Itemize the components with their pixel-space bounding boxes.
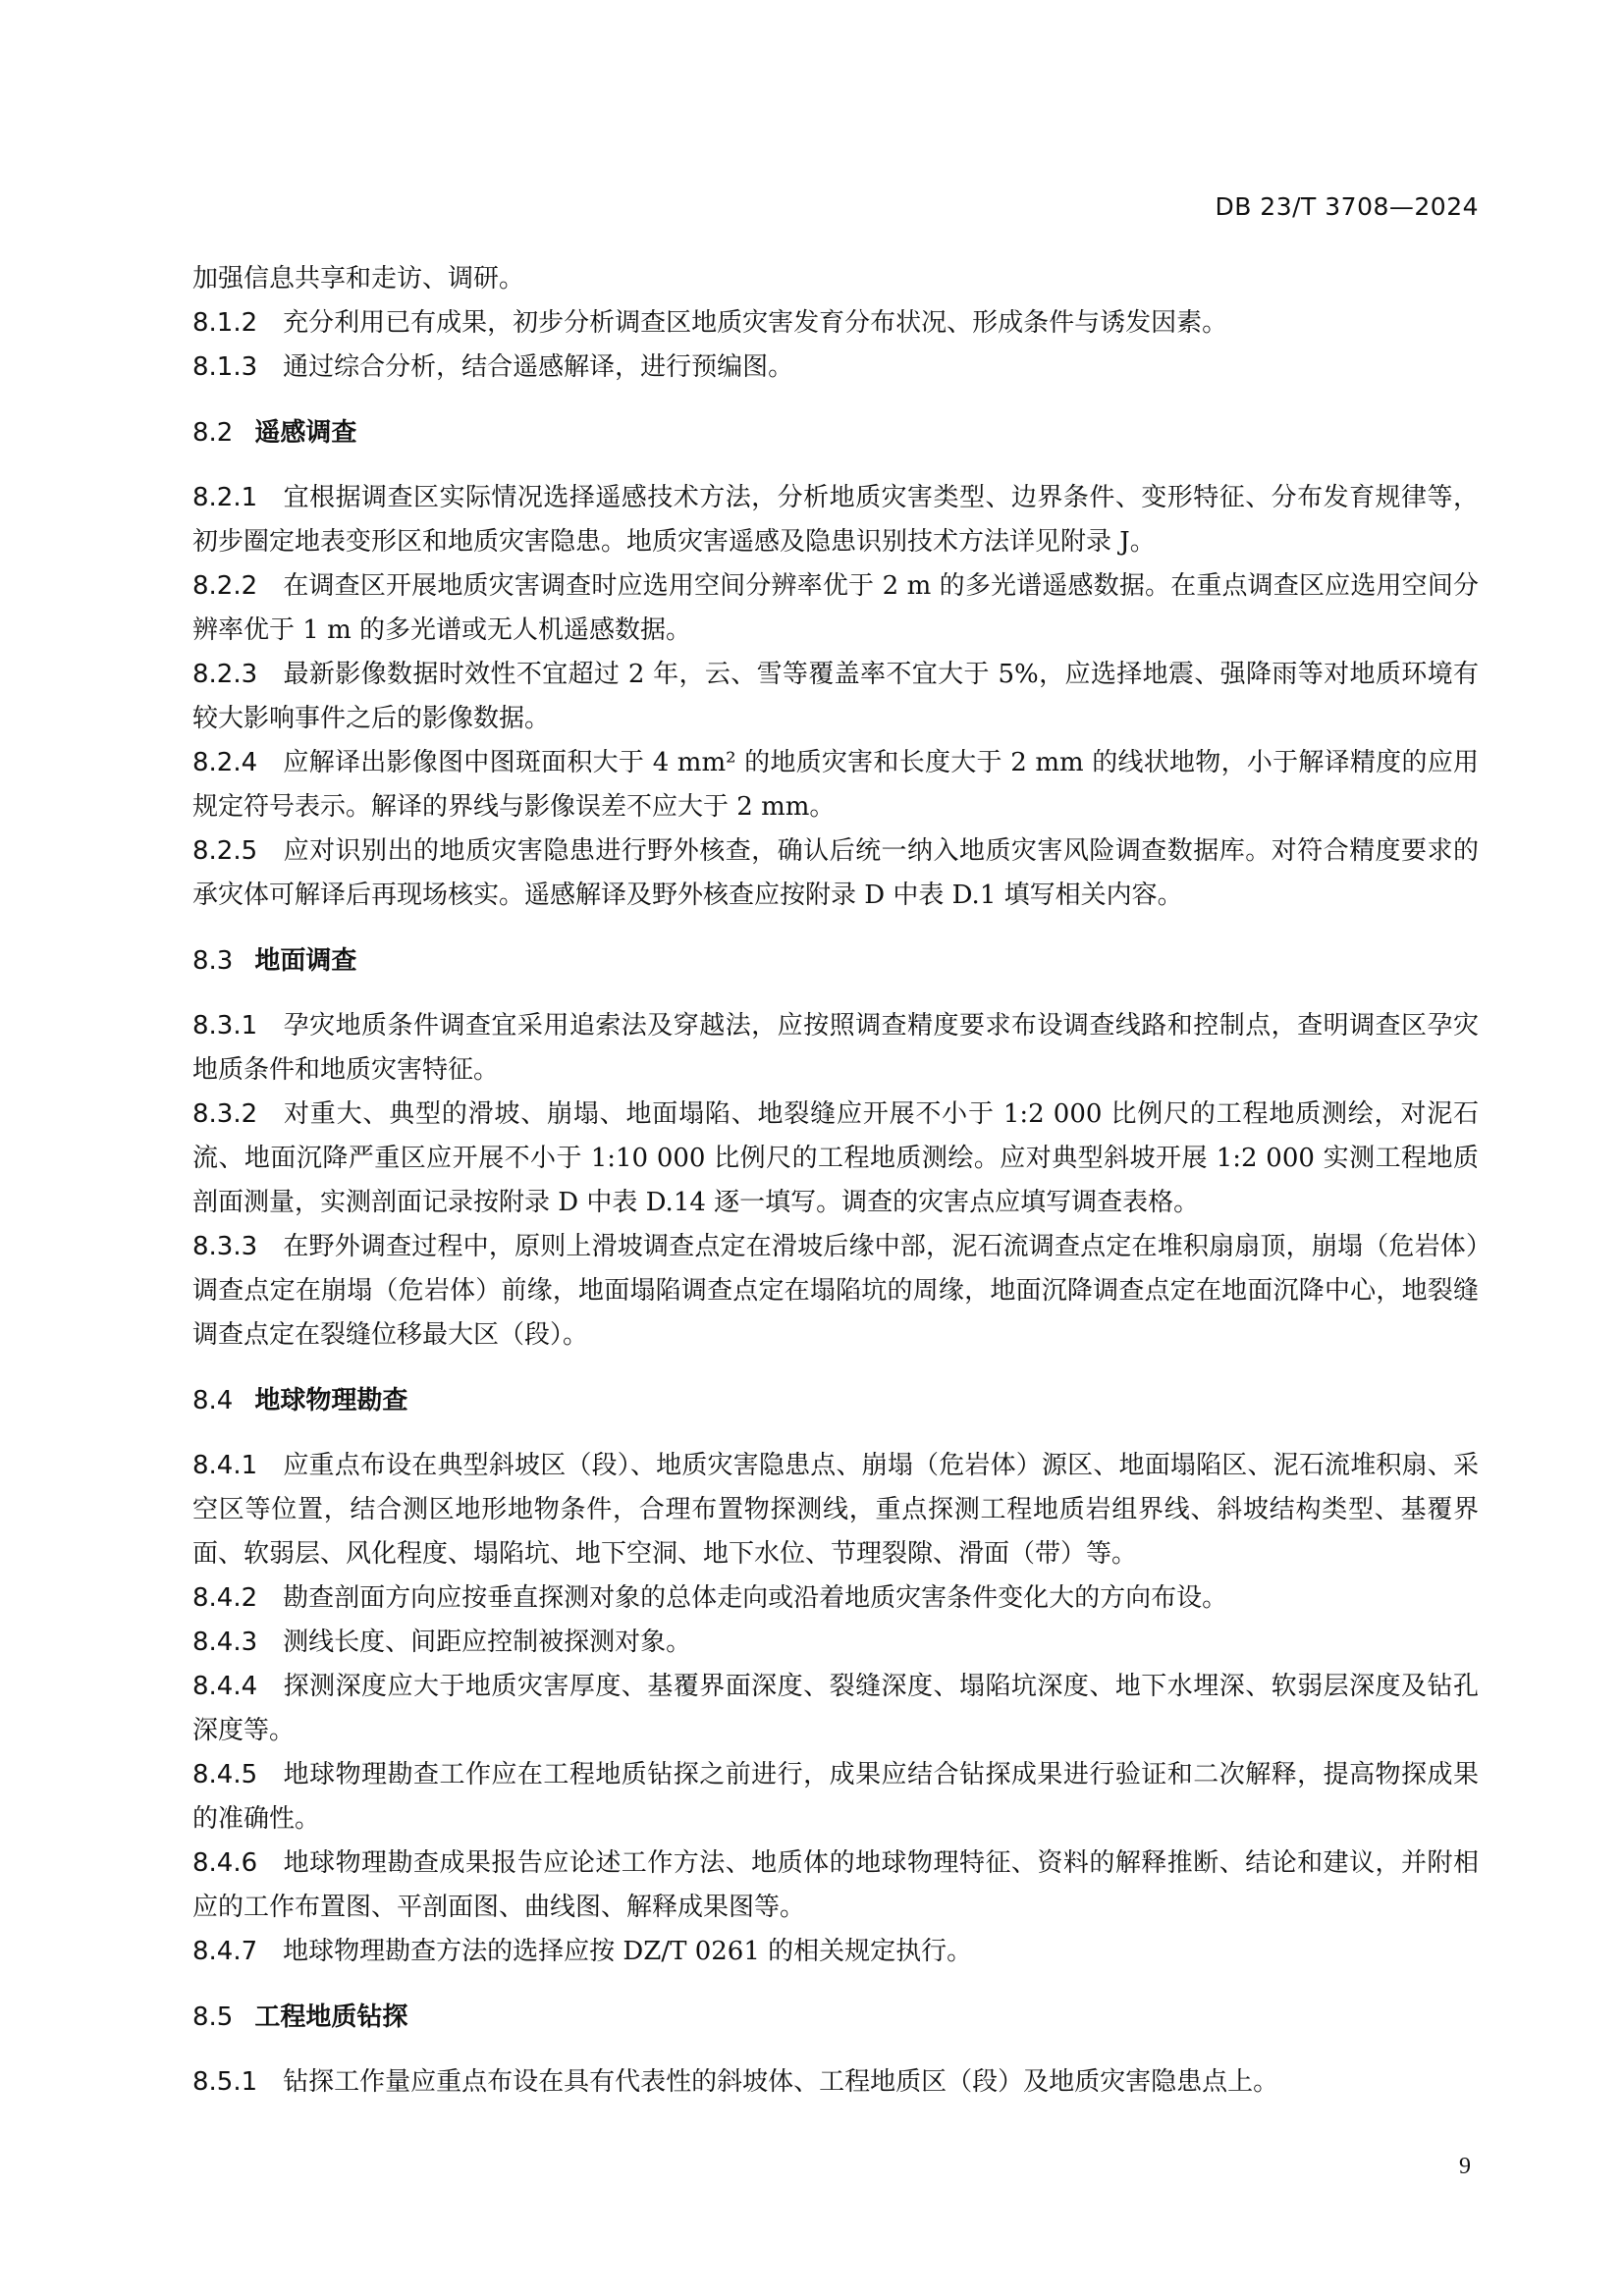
section-title: 遥感调查 (254, 418, 357, 448)
clause-paragraph (192, 741, 1479, 829)
clause-text: 孕灾地质条件调查宜采用追索法及穿越法，应按照调查精度要求布设调查线路和控制点，查明调查区孕灾地质条件和地质灾害特征。 (192, 1011, 1479, 1085)
clause-number: 8.3.1 (192, 1011, 258, 1041)
clause-number: 8.1.3 (192, 352, 258, 382)
section-title: 地球物理勘查 (254, 1386, 408, 1415)
section-heading (192, 918, 1479, 1004)
clause-text: 测线长度、间距应控制被探测对象。 (283, 1628, 692, 1657)
clause-number: 8.1.2 (192, 308, 258, 338)
section-number: 8.4 (192, 1386, 234, 1415)
section-heading (192, 1974, 1479, 2060)
clause-text: 地球物理勘查方法的选择应按 DZ/T 0261 的相关规定执行。 (283, 1937, 973, 1966)
clause-paragraph (192, 1004, 1479, 1093)
clause-paragraph (192, 1753, 1479, 1842)
clause-text: 充分利用已有成果，初步分析调查区地质灾害发育分布状况、形成条件与诱发因素。 (283, 308, 1228, 338)
clause-paragraph (192, 257, 1479, 301)
clause-number: 8.4.1 (192, 1451, 258, 1480)
clause-text: 应重点布设在典型斜坡区（段）、地质灾害隐患点、崩塌（危岩体）源区、地面塌陷区、泥石流堆积扇、采空区等位置，结合测区地形地物条件，合理布置物探测线，重点探测工程地质岩组界线、斜坡结构类型、基覆界面、软弱层、风化程度、塌陷坑、地下空洞、地下水位、节理裂隙、滑面（带）等。 (192, 1451, 1479, 1569)
clause-paragraph (192, 1444, 1479, 1576)
clause-text: 应解译出影像图中图斑面积大于 4 mm² 的地质灾害和长度大于 2 mm 的线状地物，小于解译精度的应用规定符号表示。解译的界线与影像误差不应大于 2 mm。 (192, 748, 1479, 822)
clause-text: 地球物理勘查工作应在工程地质钻探之前进行，成果应结合钻探成果进行验证和二次解释，提高物探成果的准确性。 (192, 1760, 1479, 1834)
clause-number: 8.4.6 (192, 1848, 258, 1878)
clause-text: 在野外调查过程中，原则上滑坡调查点定在滑坡后缘中部，泥石流调查点定在堆积扇扇顶，崩塌（危岩体）调查点定在崩塌（危岩体）前缘，地面塌陷调查点定在塌陷坑的周缘，地面沉降调查点定在地面沉降中心，地裂缝调查点定在裂缝位移最大区（段）。 (192, 1232, 1479, 1350)
clause-paragraph (192, 1576, 1479, 1621)
clause-paragraph (192, 301, 1479, 346)
clause-text: 勘查剖面方向应按垂直探测对象的总体走向或沿着地质灾害条件变化大的方向布设。 (283, 1583, 1228, 1613)
clause-number: 8.2.4 (192, 748, 258, 777)
clause-number: 8.5.1 (192, 2067, 258, 2097)
clause-number: 8.2.5 (192, 836, 258, 866)
clause-number: 8.2.1 (192, 483, 258, 512)
clause-text: 钻探工作量应重点布设在具有代表性的斜坡体、工程地质区（段）及地质灾害隐患点上。 (283, 2067, 1279, 2097)
section-number: 8.2 (192, 418, 234, 448)
section-heading (192, 1358, 1479, 1444)
section-title: 工程地质钻探 (254, 2002, 408, 2032)
clause-text: 宜根据调查区实际情况选择遥感技术方法，分析地质灾害类型、边界条件、变形特征、分布发育规律等，初步圈定地表变形区和地质灾害隐患。地质灾害遥感及隐患识别技术方法详见附录 J。 (192, 483, 1479, 557)
clause-paragraph (192, 476, 1479, 564)
clause-paragraph (192, 1225, 1479, 1358)
clause-text: 通过综合分析，结合遥感解译，进行预编图。 (283, 352, 794, 382)
clause-text: 探测深度应大于地质灾害厚度、基覆界面深度、裂缝深度、塌陷坑深度、地下水埋深、软弱层深度及钻孔深度等。 (192, 1672, 1479, 1745)
document-code: DB 23/T 3708—2024 (1215, 192, 1479, 221)
clause-text: 加强信息共享和走访、调研。 (192, 264, 525, 294)
clause-paragraph (192, 1842, 1479, 1930)
clause-text: 应对识别出的地质灾害隐患进行野外核查，确认后统一纳入地质灾害风险调查数据库。对符合精度要求的承灾体可解译后再现场核实。遥感解译及野外核查应按附录 D 中表 D.1 填写相关内容。 (192, 836, 1479, 910)
section-number: 8.5 (192, 2002, 234, 2032)
page-number: 9 (1459, 2154, 1471, 2179)
clause-number: 8.2.2 (192, 571, 258, 601)
clause-text: 对重大、典型的滑坡、崩塌、地面塌陷、地裂缝应开展不小于 1:2 000 比例尺的工程地质测绘，对泥石流、地面沉降严重区应开展不小于 1:10 000 比例尺的工程地质测绘。应对典型斜坡开展 1:2 000 实测工程地质剖面测量，实测剖面记录按附录 D 中表 D.14 逐一填写。调查的灾害点应填写调查表格。 (192, 1099, 1479, 1217)
clause-paragraph (192, 2060, 1479, 2105)
clause-number: 8.4.5 (192, 1760, 258, 1789)
clause-paragraph (192, 653, 1479, 741)
section-heading (192, 390, 1479, 476)
clause-number: 8.2.3 (192, 660, 258, 689)
clause-number: 8.3.3 (192, 1232, 258, 1261)
section-title: 地面调查 (254, 946, 357, 976)
clause-number: 8.4.2 (192, 1583, 258, 1613)
section-number: 8.3 (192, 946, 234, 976)
clause-paragraph (192, 1093, 1479, 1225)
clause-paragraph (192, 346, 1479, 390)
document-body (192, 257, 1479, 2105)
clause-paragraph (192, 829, 1479, 918)
clause-number: 8.4.4 (192, 1672, 258, 1701)
clause-text: 在调查区开展地质灾害调查时应选用空间分辨率优于 2 m 的多光谱遥感数据。在重点调查区应选用空间分辨率优于 1 m 的多光谱或无人机遥感数据。 (192, 571, 1479, 645)
clause-paragraph (192, 1930, 1479, 1974)
clause-text: 地球物理勘查成果报告应论述工作方法、地质体的地球物理特征、资料的解释推断、结论和建议，并附相应的工作布置图、平剖面图、曲线图、解释成果图等。 (192, 1848, 1479, 1922)
clause-number: 8.3.2 (192, 1099, 258, 1129)
clause-number: 8.4.3 (192, 1628, 258, 1657)
clause-paragraph (192, 564, 1479, 653)
clause-number: 8.4.7 (192, 1937, 258, 1966)
clause-paragraph (192, 1665, 1479, 1753)
clause-paragraph (192, 1621, 1479, 1665)
clause-text: 最新影像数据时效性不宜超过 2 年，云、雪等覆盖率不宜大于 5%，应选择地震、强降雨等对地质环境有较大影响事件之后的影像数据。 (192, 660, 1479, 733)
